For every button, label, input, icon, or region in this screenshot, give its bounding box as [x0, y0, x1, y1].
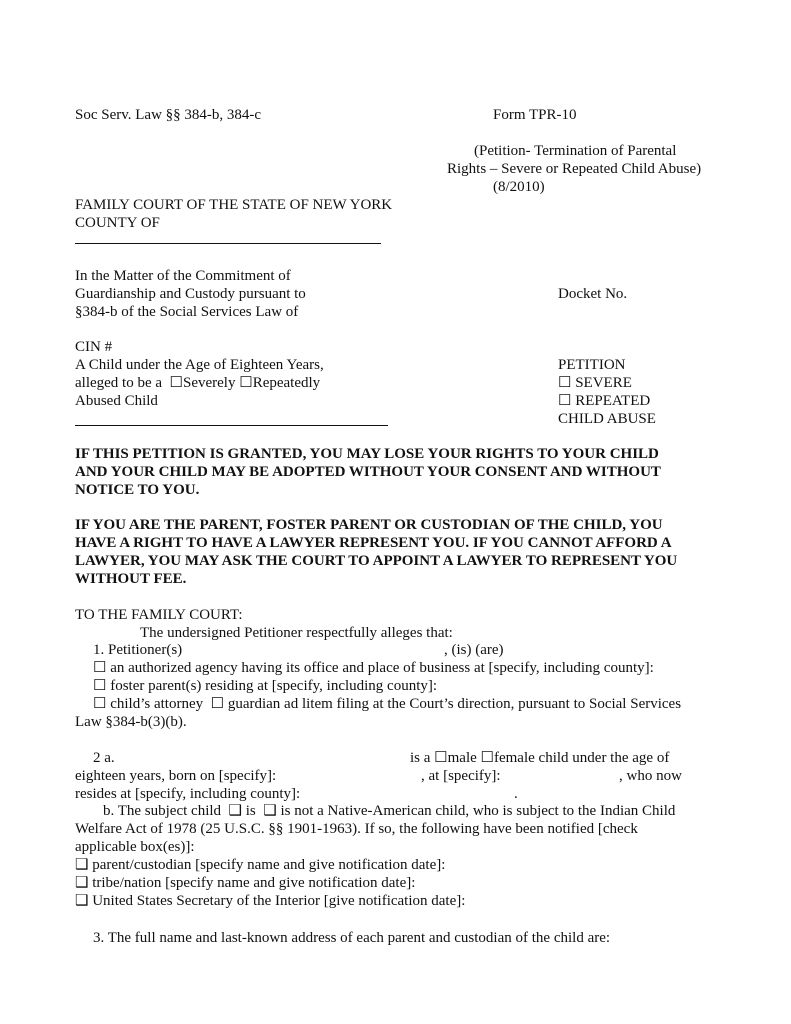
warning2-line3: LAWYER, YOU MAY ASK THE COURT TO APPOINT A LAWYER TO REPRESENT YOU [75, 553, 678, 569]
male-checkbox[interactable]: ☐ [434, 750, 448, 766]
matter-line2: Guardianship and Custody pursuant to [75, 286, 306, 302]
foster-checkbox[interactable]: ☐ [93, 678, 107, 694]
notify-parent-checkbox[interactable]: ❑ [75, 857, 89, 873]
warning2-line1: IF YOU ARE THE PARENT, FOSTER PARENT OR CUSTODIAN OF THE CHILD, YOU [75, 517, 663, 533]
repeated-checkbox[interactable]: ☐ [558, 393, 572, 409]
cin-label: CIN # [75, 339, 113, 355]
notify-tribe-option: ❑ tribe/nation [specify name and give notification date]: [75, 875, 416, 891]
child-line1: A Child under the Age of Eighteen Years, [75, 357, 324, 373]
who-now-label: , who now [619, 768, 682, 784]
born-at-label: , at [specify]: [421, 768, 501, 784]
petitioner-is-are: , (is) (are) [444, 642, 504, 658]
attorney-guardian-option: ☐ child’s attorney ☐ guardian ad litem filing at the Court’s direction, pursuant to Social Services [93, 696, 682, 712]
resides-at-label: resides at [specify, including county]: [75, 786, 301, 802]
repeatedly-checkbox[interactable]: ☐ [239, 375, 253, 391]
para3-line: 3. The full name and last-known address of each parent and custodian of the child are: [93, 930, 611, 946]
child-line3: Abused Child [75, 393, 158, 409]
is-not-checkbox[interactable]: ❑ [263, 803, 277, 819]
repeated-option: ☐ REPEATED [558, 393, 651, 409]
form-description-line1: (Petition- Termination of Parental [474, 143, 677, 159]
severely-checkbox[interactable]: ☐ [169, 375, 183, 391]
petitioner-label: 1. Petitioner(s) [93, 642, 183, 658]
notify-tribe-checkbox[interactable]: ❑ [75, 875, 89, 891]
agency-checkbox[interactable]: ☐ [93, 660, 107, 676]
native-american-line: b. The subject child ❑ is ❑ is not a Native-American child, who is subject to the Indian Child [103, 803, 676, 819]
notify-secretary-option: ❑ United States Secretary of the Interior [give notification date]: [75, 893, 466, 909]
docket-label: Docket No. [558, 286, 628, 302]
gender-options: is a ☐male ☐female child under the age of [410, 750, 670, 766]
form-description-line2: Rights – Severe or Repeated Child Abuse) [447, 161, 702, 177]
agency-option: ☐ an authorized agency having its office and place of business at [specify, including county]: [93, 660, 654, 676]
warning1-line1: IF THIS PETITION IS GRANTED, YOU MAY LOSE YOUR RIGHTS TO YOUR CHILD [75, 446, 659, 462]
warning2-line2: HAVE A RIGHT TO HAVE A LAWYER REPRESENT YOU. IF YOU CANNOT AFFORD A [75, 535, 672, 551]
severe-option: ☐ SEVERE [558, 375, 632, 391]
warning1-line3: NOTICE TO YOU. [75, 482, 200, 498]
resides-period: . [514, 786, 518, 802]
form-date: (8/2010) [493, 179, 545, 195]
caption-underline [75, 425, 388, 426]
applicable-boxes: applicable box(es)]: [75, 839, 195, 855]
law-citation: Law §384-b(3)(b). [75, 714, 187, 730]
county-underline [75, 243, 381, 244]
severely-label: Severely [183, 375, 236, 391]
foster-option: ☐ foster parent(s) residing at [specify, including county]: [93, 678, 438, 694]
notify-secretary-checkbox[interactable]: ❑ [75, 893, 89, 909]
born-on-label: eighteen years, born on [specify]: [75, 768, 277, 784]
para2a-label: 2 a. [93, 750, 115, 766]
court-name: FAMILY COURT OF THE STATE OF NEW YORK [75, 197, 393, 213]
icwa-line: Welfare Act of 1978 (25 U.S.C. §§ 1901-1963). If so, the following have been notified [check [75, 821, 638, 837]
warning2-line4: WITHOUT FEE. [75, 571, 187, 587]
county-label: COUNTY OF [75, 215, 160, 231]
guardian-checkbox[interactable]: ☐ [210, 696, 225, 712]
is-checkbox[interactable]: ❑ [228, 803, 242, 819]
warning1-line2: AND YOUR CHILD MAY BE ADOPTED WITHOUT YOUR CONSENT AND WITHOUT [75, 464, 661, 480]
child-line2: alleged to be a ☐Severely ☐Repeatedly [75, 375, 321, 391]
alleges-line: The undersigned Petitioner respectfully alleges that: [140, 625, 453, 641]
repeatedly-label: Repeatedly [252, 375, 321, 391]
matter-line3: §384-b of the Social Services Law of [75, 304, 299, 320]
to-court: TO THE FAMILY COURT: [75, 607, 243, 623]
petition-title: PETITION [558, 357, 626, 373]
severe-checkbox[interactable]: ☐ [558, 375, 572, 391]
statute-citation: Soc Serv. Law §§ 384-b, 384-c [75, 107, 262, 123]
notify-parent-option: ❑ parent/custodian [specify name and give notification date]: [75, 857, 446, 873]
female-checkbox[interactable]: ☐ [480, 750, 494, 766]
matter-line1: In the Matter of the Commitment of [75, 268, 291, 284]
form-id: Form TPR-10 [493, 107, 577, 123]
child-abuse-label: CHILD ABUSE [558, 411, 656, 427]
attorney-checkbox[interactable]: ☐ [93, 696, 107, 712]
